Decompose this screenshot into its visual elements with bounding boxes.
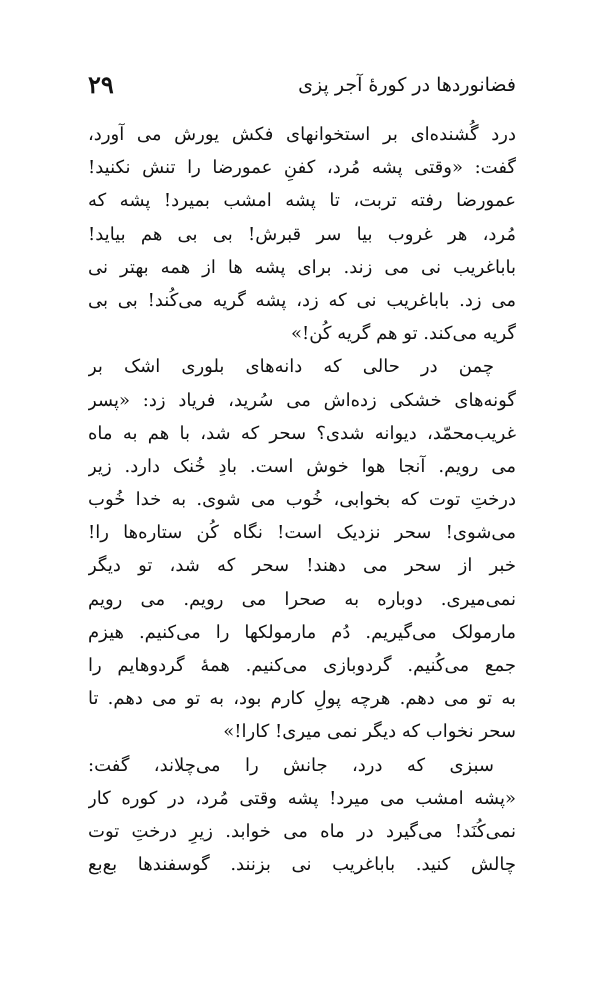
text-line: نمی‌کُنَد! می‌گیرد در ماه می خوابد. زیرِ درختِ توت bbox=[88, 820, 516, 842]
text-line: می زد. باباغریب نی که زد، پشه گریه می‌کُند! بی بی bbox=[88, 289, 516, 311]
text-line: جمع می‌کُنیم. گردوبازی می‌کنیم. همهٔ گردوهایم را bbox=[88, 655, 516, 676]
text-line: گریه می‌کند. تو هم گریه کُن!» bbox=[290, 323, 516, 345]
text-line: چالش کنید. باباغریب نی بزنند. گوسفندها بع‌بع bbox=[88, 854, 516, 876]
page-header bbox=[88, 70, 516, 110]
text-line: نمی‌میری. دوباره به صحرا می رویم. می رویم bbox=[88, 588, 516, 610]
text-line: خبر از سحر می دهند! سحر که شد، تو دیگر bbox=[88, 555, 516, 577]
text-line: درختِ توت که بخوابی، خُوب می شوی. به خدا خُوب bbox=[88, 489, 516, 511]
text-line: مارمولک می‌گیریم. دُم مارمولکها را می‌کنیم. هیزم bbox=[88, 621, 516, 643]
text-line: مُرد، هر غروب بیا سر قبرش! بی بی هم بیاید! bbox=[88, 223, 516, 245]
text-line: باباغریب نی می زند. برای پشه ها از همه بهتر نی bbox=[88, 256, 516, 278]
text-line: سبزی که درد، جانش را می‌چلاند، گفت: bbox=[88, 754, 494, 776]
text-line: می‌شوی! سحر نزدیک است! نگاه کُن ستاره‌ها را! bbox=[88, 522, 516, 544]
text-line: درد گُشنده‌ای بر استخوانهای فکش یورش می آورد، bbox=[88, 124, 516, 145]
body-text bbox=[88, 118, 516, 881]
text-line: به تو می دهم. هرچه پولِ کارم بود، به تو می دهم. تا bbox=[88, 688, 516, 710]
page-number: ۲۹ bbox=[88, 70, 114, 99]
text-line: چمن در حالی که دانه‌های بلوری اشک بر bbox=[88, 356, 494, 378]
text-line: غریب‌محمّد، دیوانه شدی؟ سحر که شد، با هم به ماه bbox=[88, 422, 516, 444]
running-title: فضانوردها در کورهٔ آجر پزی bbox=[298, 74, 516, 96]
text-line: گفت: «وقتی پشه مُرد، کفنِ عمورضا را تنش نکنید! bbox=[88, 157, 516, 179]
text-line: عمورضا رفته تربت، تا پشه امشب بمیرد! پشه که bbox=[88, 190, 516, 212]
text-line: سحر نخواب که دیگر نمی میری! کارا!» bbox=[223, 721, 516, 743]
text-line: می رویم. آنجا هوا خوش است. بادِ خُنک دارد. زیر bbox=[88, 455, 516, 477]
text-line: گونه‌های خشکی زده‌اش می سُرید، فریاد زد: «پسر bbox=[88, 389, 516, 411]
text-line: «پشه امشب می میرد! پشه وقتی مُرد، در کوره کار bbox=[88, 787, 516, 809]
